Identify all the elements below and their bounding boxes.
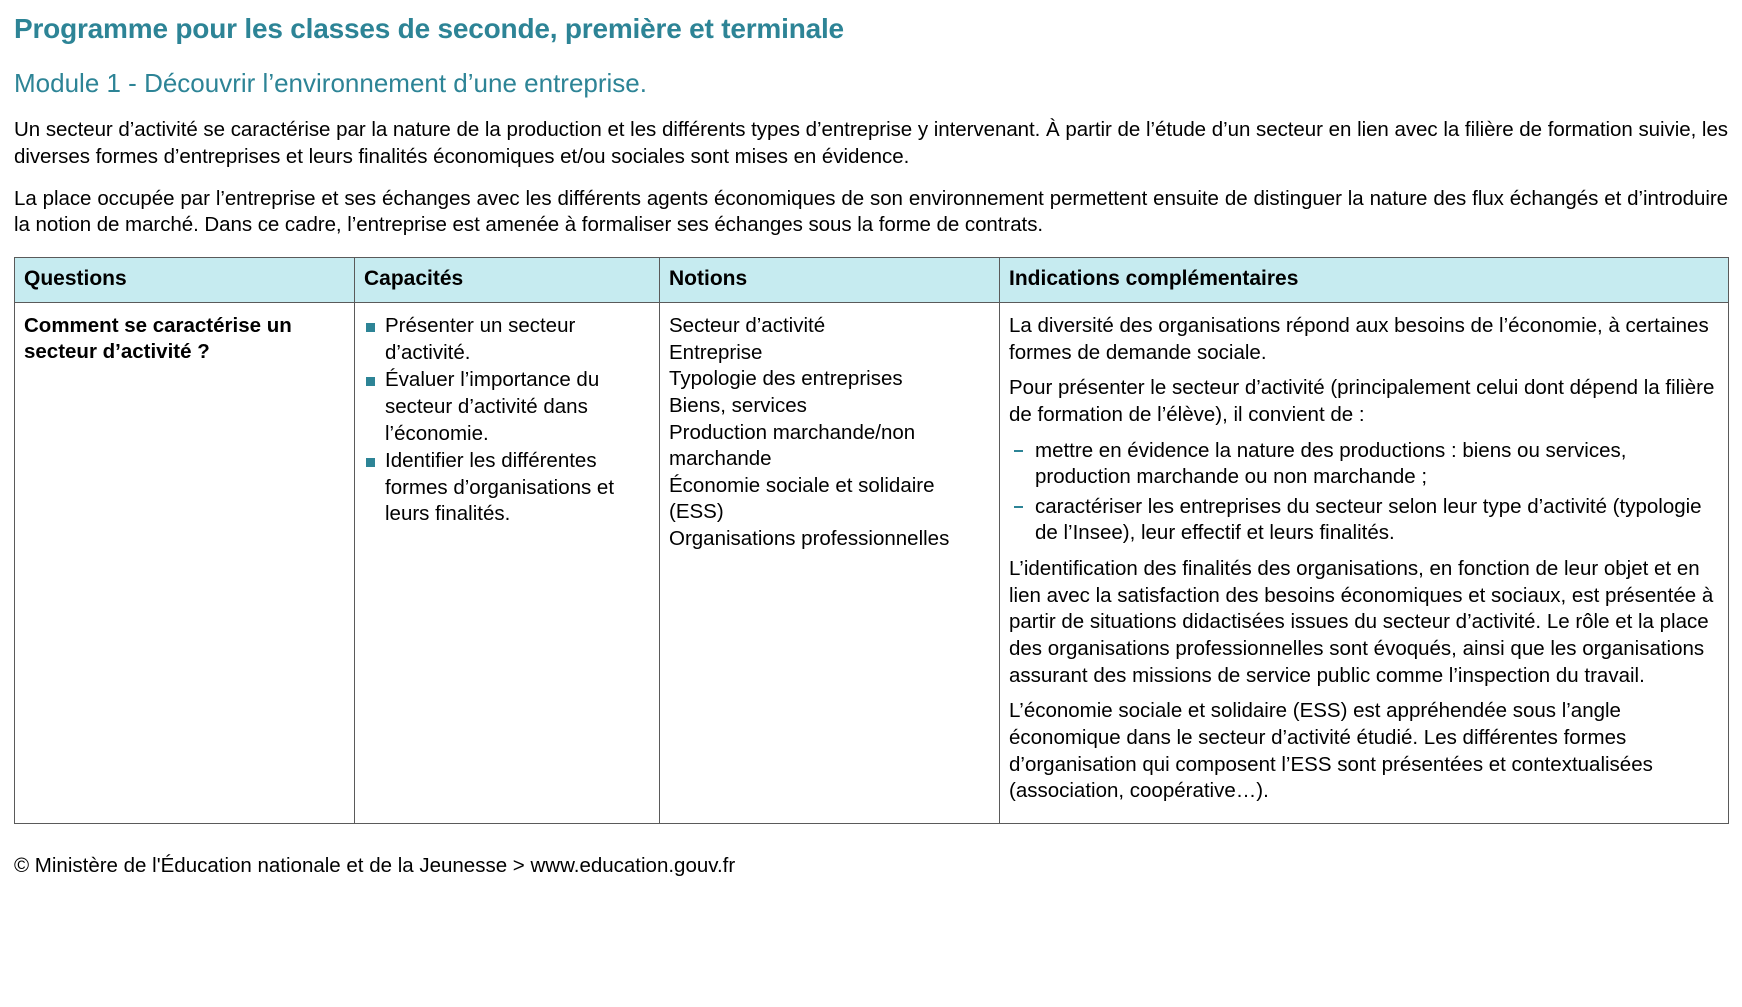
table-header-row	[15, 257, 1729, 302]
cell-indications	[1000, 302, 1729, 823]
capacite-text: Identifier les différentes formes d’organisations et leurs finalités.	[385, 449, 615, 526]
list-item: Biens, services	[669, 393, 807, 417]
list-item	[364, 448, 650, 528]
indications-paragraph-4: L’économie sociale et solidaire (ESS) est appréhendée sous l’angle économique dans le secteur d’activité étudié. Les différentes formes d’organisation qui composent l’ESS sont présentées et contextualisées (association, coopérative…).	[1009, 699, 1653, 803]
list-item: Organisations professionnelles	[669, 527, 950, 551]
capacite-text: Évaluer l’importance du secteur d’activité dans l’économie.	[385, 368, 600, 445]
list-item	[1009, 438, 1719, 491]
list-item	[364, 313, 650, 366]
page-title: Programme pour les classes de seconde, première et terminale	[14, 13, 844, 44]
cell-capacites	[355, 302, 660, 823]
programme-table	[14, 257, 1729, 824]
list-item: Économie sociale et solidaire (ESS)	[669, 473, 935, 524]
cell-notions	[660, 302, 1000, 823]
indications-paragraph-1: La diversité des organisations répond aux besoins de l’économie, à certaines formes de demande sociale.	[1009, 313, 1709, 364]
list-item	[1009, 494, 1719, 547]
module-title: Module 1 - Découvrir l’environnement d’une entreprise.	[14, 67, 647, 98]
list-item: Entreprise	[669, 340, 763, 364]
capacite-text: Présenter un secteur d’activité.	[385, 313, 576, 364]
dash-item-text: mettre en évidence la nature des productions : biens ou services, production marchande ou non marchande ;	[1035, 438, 1627, 489]
indications-paragraph-3: L’identification des finalités des organisations, en fonction de leur objet et en lien avec la satisfaction des besoins économiques et sociaux, est présentée à partir de situations didactisées issues du secteur d’activité. Le rôle et la place des organisations professionnelles sont évoqués, ainsi que les organisations assurant des missions de service public comme l’inspection du travail.	[1009, 557, 1714, 687]
column-header-questions: Questions	[15, 257, 355, 302]
dash-bullet-icon	[1014, 450, 1023, 453]
column-header-indications: Indications complémentaires	[1000, 257, 1729, 302]
column-header-capacites: Capacités	[355, 257, 660, 302]
indications-paragraph-2: Pour présenter le secteur d’activité (principalement celui dont dépend la filière de formation de l’élève), il convient de :	[1009, 376, 1715, 426]
square-bullet-icon	[366, 377, 375, 386]
dash-item-text: caractériser les entreprises du secteur selon leur type d’activité (typologie de l’Insee), leur effectif et leurs finalités.	[1035, 494, 1702, 545]
intro-paragraph-1: Un secteur d’activité se caractérise par la nature de la production et les différents types d’entreprise y intervenant. À partir de l’étude d’un secteur en lien avec la filière de formation suivie, les diverses formes d’entreprises et leurs finalités économiques et/ou sociales sont mises en évidence.	[14, 118, 1728, 169]
notions-list	[669, 310, 990, 553]
dash-bullet-icon	[1014, 506, 1023, 509]
list-item	[364, 367, 650, 447]
list-item: Typologie des entreprises	[669, 367, 903, 391]
question-text: Comment se caractérise un secteur d’activité ?	[24, 313, 292, 364]
indications-dash-list	[1009, 438, 1719, 548]
intro-paragraph-2: La place occupée par l’entreprise et ses échanges avec les différents agents économiques de son environnement permettent ensuite de distinguer la nature des flux échangés et d’introduire la notion de marché. Dans ce cadre, l’entreprise est amenée à formaliser ses échanges sous la forme de contrats.	[14, 186, 1728, 237]
square-bullet-icon	[366, 323, 375, 332]
column-header-notions: Notions	[660, 257, 1000, 302]
footer-copyright: © Ministère de l'Éducation nationale et de la Jeunesse > www.education.gouv.fr	[14, 853, 736, 877]
list-item: Production marchande/non marchande	[669, 420, 916, 471]
square-bullet-icon	[366, 458, 375, 467]
list-item: Secteur d’activité	[669, 313, 826, 337]
indications-block	[1009, 310, 1719, 805]
table-row	[15, 302, 1729, 823]
capacites-list	[364, 310, 650, 528]
cell-question	[15, 302, 355, 823]
